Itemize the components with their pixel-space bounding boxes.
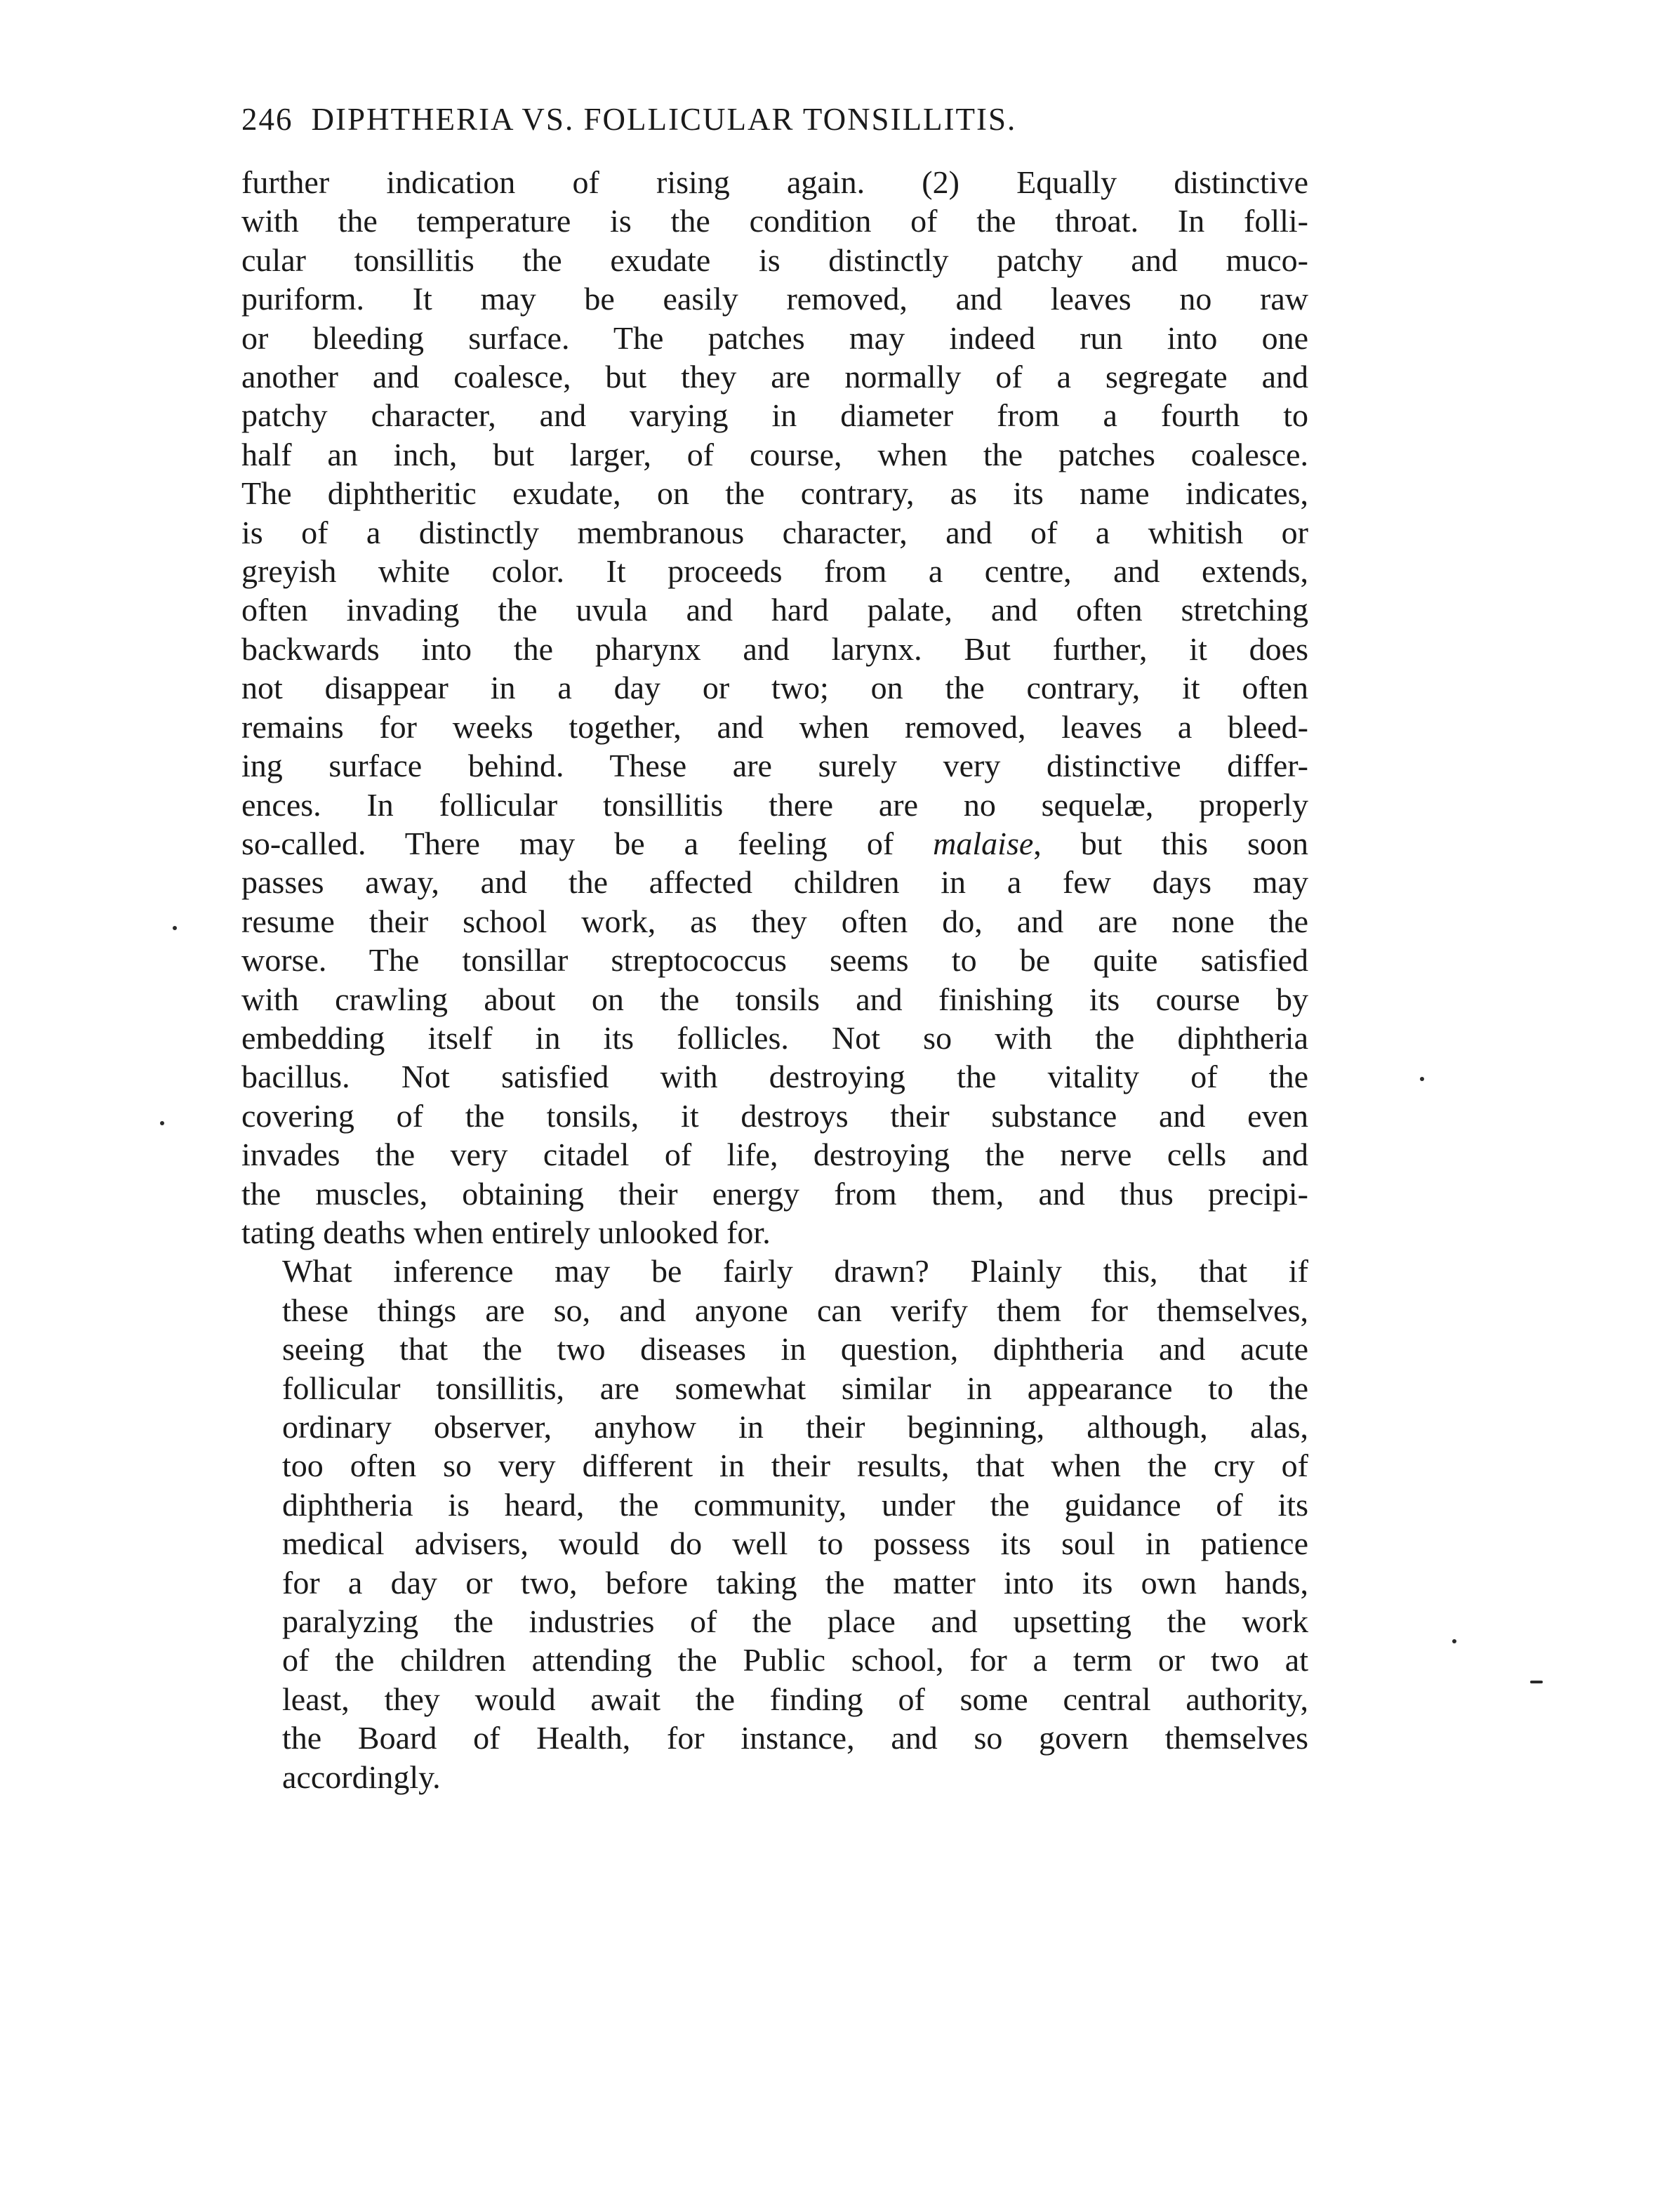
running-title: DIPHTHERIA VS. FOLLICULAR TONSILLITIS.: [311, 102, 1017, 137]
text-line: the muscles, obtaining their energy from them, and thus precipi-: [241, 1175, 1308, 1212]
scan-speck: [160, 1121, 164, 1125]
text-line: What inference may be fairly drawn? Plainly this, that if: [282, 1253, 1308, 1290]
text-line: covering of the tonsils, it destroys their substance and even: [241, 1097, 1308, 1134]
text-line: with the temperature is the condition of the throat. In folli-: [241, 203, 1308, 239]
text-line: resume their school work, as they often do, and are none the: [241, 903, 1308, 939]
text-line: passes away, and the affected children in a few days may: [241, 864, 1308, 901]
text-line: invades the very citadel of life, destroying the nerve cells and: [241, 1137, 1308, 1173]
text-line: ences. In follicular tonsillitis there are no sequelæ, properly: [241, 786, 1308, 823]
line-end: , but this soon: [1033, 825, 1308, 861]
body-text: [241, 163, 1308, 1796]
scan-speck: [173, 926, 177, 930]
page-number: 246: [241, 102, 293, 137]
text-line: backwards into the pharynx and larynx. But further, it does: [241, 630, 1308, 667]
running-head: [241, 98, 1308, 140]
text-line: diphtheria is heard, the community, under the guidance of its: [282, 1486, 1308, 1523]
text-line: paralyzing the industries of the place and upsetting the work: [282, 1603, 1308, 1640]
text-line: worse. The tonsillar streptococcus seems to be quite satisfied: [241, 942, 1308, 979]
text-line: the Board of Health, for instance, and so govern themselves: [282, 1720, 1308, 1756]
paragraph: [241, 1252, 1308, 1796]
text-line-with-italic: [241, 824, 1308, 863]
text-line: patchy character, and varying in diameter from a fourth to: [241, 397, 1308, 434]
text-line: medical advisers, would do well to possess its soul in patience: [282, 1525, 1308, 1562]
document-page: [241, 98, 1308, 1796]
text-line: often invading the uvula and hard palate, and often stretching: [241, 592, 1308, 628]
text-line: bacillus. Not satisfied with destroying the vitality of the: [241, 1059, 1308, 1095]
text-line: with crawling about on the tonsils and finishing its course by: [241, 981, 1308, 1017]
text-line: further indication of rising again. (2) Equally distinctive: [241, 164, 1308, 200]
text-line: tating deaths when entirely unlooked for.: [241, 1214, 771, 1250]
text-line: embedding itself in its follicles. Not so with the diphtheria: [241, 1019, 1308, 1056]
scan-speck: [1420, 1077, 1424, 1081]
text-line: too often so very different in their results, that when the cry of: [282, 1448, 1308, 1484]
text-line: these things are so, and anyone can verify them for themselves,: [282, 1292, 1308, 1328]
text-line: accordingly.: [282, 1759, 441, 1795]
text-line: of the children attending the Public school, for a term or two at: [282, 1642, 1308, 1678]
paragraph-continuation: [241, 163, 1308, 1252]
text-line: is of a distinctly membranous character, and of a whitish or: [241, 514, 1308, 550]
text-line: another and coalesce, but they are normally of a segregate and: [241, 359, 1308, 395]
text-line: or bleeding surface. The patches may indeed run into one: [241, 319, 1308, 356]
text-line: greyish white color. It proceeds from a centre, and extends,: [241, 553, 1308, 590]
text-line: follicular tonsillitis, are somewhat similar in appearance to the: [282, 1370, 1308, 1406]
text-line: ing surface behind. These are surely very distinctive differ-: [241, 748, 1308, 784]
italic-word: malaise: [933, 825, 1034, 861]
text-line: cular tonsillitis the exudate is distinctly patchy and muco-: [241, 241, 1308, 278]
text-line: remains for weeks together, and when removed, leaves a bleed-: [241, 708, 1308, 745]
text-line: half an inch, but larger, of course, when the patches coalesce.: [241, 436, 1308, 472]
scan-speck: [1452, 1639, 1456, 1643]
scan-speck: [1530, 1681, 1543, 1683]
text-line: for a day or two, before taking the matter into its own hands,: [282, 1564, 1308, 1601]
text-line: The diphtheritic exudate, on the contrary, as its name indicates,: [241, 475, 1308, 512]
text-line: puriform. It may be easily removed, and leaves no raw: [241, 281, 1308, 317]
text-line: least, they would await the finding of some central authority,: [282, 1681, 1308, 1717]
text-line: ordinary observer, anyhow in their beginning, although, alas,: [282, 1409, 1308, 1445]
line-start: so-called. There may be a feeling of: [241, 825, 934, 861]
text-line: not disappear in a day or two; on the contrary, it often: [241, 670, 1308, 706]
text-line: seeing that the two diseases in question, diphtheria and acute: [282, 1331, 1308, 1367]
